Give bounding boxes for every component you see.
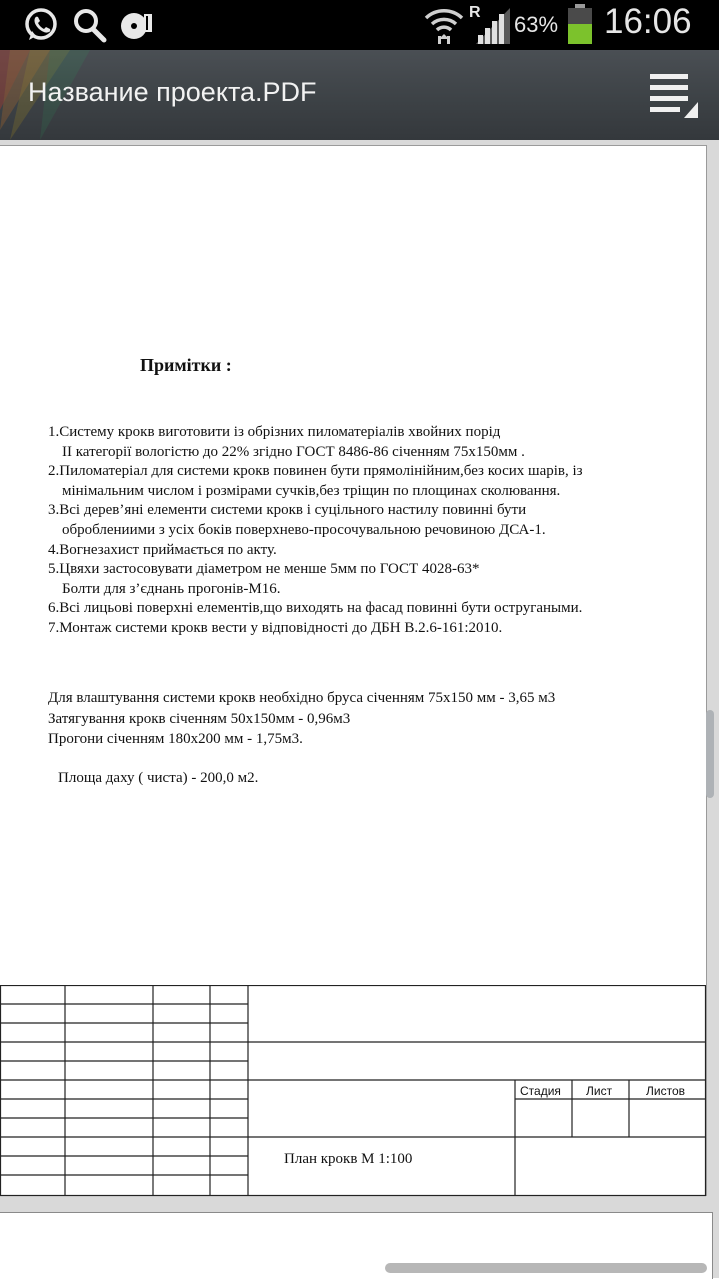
notes-list xyxy=(48,423,583,639)
note-line: 7.Монтаж системи крокв вести у відповідності до ДБН В.2.6-161:2010. xyxy=(48,619,503,636)
document-title: Название проекта.PDF xyxy=(28,77,317,107)
notes-heading: Примітки : xyxy=(140,355,232,375)
whatsapp-icon xyxy=(22,6,60,44)
note-line: мінімальним числом і розмірами сучків,без тріщин по площинах сколювання. xyxy=(62,482,561,499)
pdf-page xyxy=(0,145,707,1196)
stage-label: Стадия xyxy=(520,1084,561,1098)
note-line: оброблениими з усіх боків поверхнево-просочувальною речовиною ДСА-1. xyxy=(62,521,546,538)
roaming-flag: R xyxy=(469,4,481,21)
horizontal-scrollbar[interactable] xyxy=(385,1263,707,1273)
overflow-menu-button[interactable] xyxy=(640,66,700,126)
material-totals xyxy=(48,688,555,750)
wifi-icon xyxy=(424,6,464,44)
note-line: 2.Пиломатеріал для системи крокв повинен бути прямолінійним,без косих шарів, із xyxy=(48,463,583,480)
note-line: II категорії вологістю до 22% згідно ГОСТ 8486-86 січенням 75х150мм . xyxy=(62,443,525,460)
roof-area: Площа даху ( чиста) - 200,0 м2. xyxy=(58,770,259,786)
signal-icon xyxy=(476,8,510,44)
total-line: Затягування крокв січенням 50х150мм - 0,96м3 xyxy=(48,710,351,727)
note-line: 5.Цвяхи застосовувати діаметром не менше 5мм по ГОСТ 4028-63* xyxy=(48,561,480,578)
clock: 16:06 xyxy=(604,2,692,41)
drawing-name: План крокв М 1:100 xyxy=(284,1151,413,1167)
note-line: Болти для з’єднань прогонів-М16. xyxy=(62,580,281,597)
app-bar xyxy=(0,50,719,140)
status-bar xyxy=(0,0,719,50)
battery-percent: 63% xyxy=(514,12,559,37)
menu-icon xyxy=(640,66,700,126)
pdf-viewport[interactable] xyxy=(0,140,719,1278)
total-line: Прогони січенням 180х200 мм - 1,75м3. xyxy=(48,731,303,747)
total-line: Для влаштування системи крокв необхідно бруса січенням 75х150 мм - 3,65 м3 xyxy=(48,690,556,706)
note-line: 4.Вогнезахист приймається по акту. xyxy=(48,541,277,558)
sheets-label: Листов xyxy=(646,1084,685,1098)
search-icon xyxy=(72,6,108,44)
battery-icon xyxy=(566,4,594,44)
note-line: 3.Всі дерев’яні елементи системи крокв і суцільного настилу повинні бути xyxy=(48,502,527,519)
note-line: 1.Систему крокв виготовити із обрізних пиломатеріалів хвойних порід xyxy=(48,424,501,440)
media-icon xyxy=(118,6,156,44)
note-line: 6.Всі лицьові поверхні елементів,що виходять на фасад повинні бути остругаными. xyxy=(48,600,583,617)
sheet-label: Лист xyxy=(586,1084,613,1098)
vertical-scrollbar[interactable] xyxy=(706,710,714,798)
